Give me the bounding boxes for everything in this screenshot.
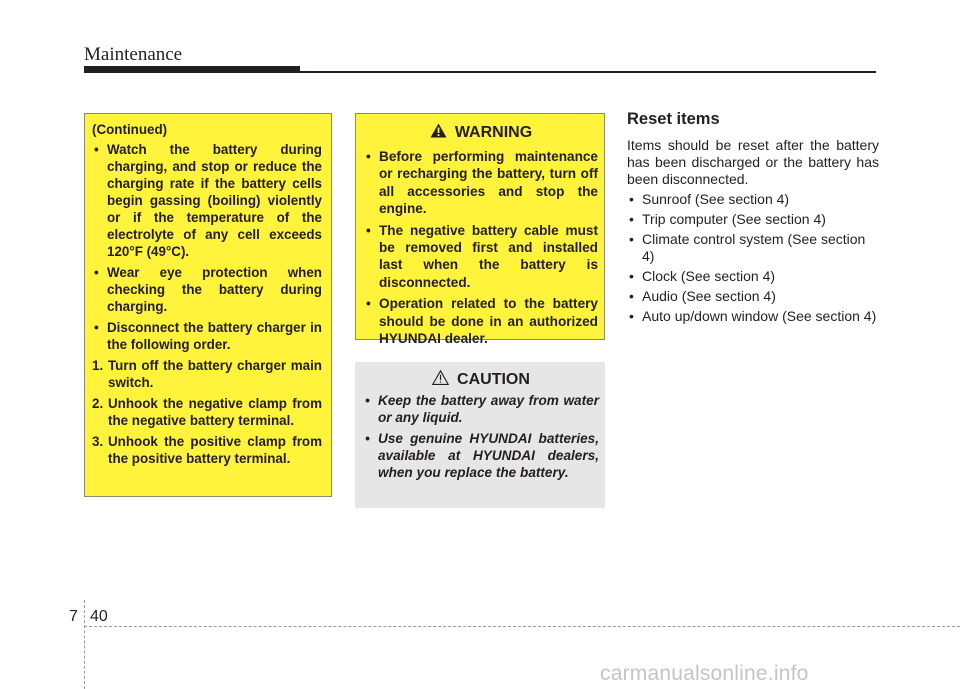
step-number: 2. (92, 396, 104, 411)
continued-label: (Continued) (92, 122, 168, 137)
disconnect-steps-list (92, 357, 322, 467)
caution-triangle-icon (432, 370, 449, 389)
warning-box (355, 113, 605, 347)
caution-heading (363, 368, 599, 390)
footer-guide-line (84, 626, 960, 627)
list-item: • Disconnect the battery charger in the following order. (92, 319, 322, 353)
reset-items-list (627, 191, 879, 325)
step-number: 3. (92, 434, 104, 449)
step-number: 1. (92, 358, 104, 373)
caution-box (355, 362, 605, 508)
list-item: • Use genuine HYUNDAI batteries, available at HYUNDAI dealers, when you replace the battery. (363, 430, 599, 481)
charging-bullet-list (92, 141, 322, 353)
list-item: • Watch the battery during charging, and stop or reduce the charging rate if the battery cells begin gassing (boiling) violently or if the temperature of the electrolyte of any cell exceeds 120°F (49°C). (92, 141, 322, 260)
watermark: carmanualsonline.info (600, 662, 809, 685)
step-text: Turn off the battery charger main switch. (108, 358, 322, 390)
reset-items-intro: Items should be reset after the battery has been discharged or the battery has been disconnected. (627, 137, 879, 187)
header-rule-thin (300, 71, 876, 73)
warning-heading (364, 122, 598, 144)
section-number: 7 (69, 608, 78, 625)
list-item: • Before performing maintenance or recharging the battery, turn off all accessories and stop the engine. (364, 148, 598, 218)
step-text: Unhook the positive clamp from the positive battery terminal. (108, 434, 322, 466)
list-item: • Audio (See section 4) (627, 288, 879, 305)
warning-triangle-icon (430, 123, 447, 142)
footer-guide-line-vertical (84, 600, 85, 689)
step-item (92, 357, 322, 391)
step-item (92, 395, 322, 429)
list-item: • Keep the battery away from water or any liquid. (363, 392, 599, 426)
step-text: Unhook the negative clamp from the negative battery terminal. (108, 396, 322, 428)
page-header-title: Maintenance (84, 44, 183, 65)
header-rule-thick (84, 66, 300, 73)
page-number: 40 (90, 608, 108, 625)
list-item: • The negative battery cable must be removed first and installed last when the battery is disconnected. (364, 222, 598, 292)
list-item: • Clock (See section 4) (627, 268, 879, 285)
list-item: • Wear eye protection when checking the battery during charging. (92, 264, 322, 315)
reset-items-heading: Reset items (627, 110, 720, 128)
charging-continued-box (84, 113, 332, 497)
step-item (92, 433, 322, 467)
list-item: • Operation related to the battery should be done in an authorized HYUNDAI dealer. (364, 295, 598, 347)
list-item: • Auto up/down window (See section 4) (627, 308, 879, 325)
list-item: • Sunroof (See section 4) (627, 191, 879, 208)
list-item: • Climate control system (See section 4) (627, 231, 879, 265)
caution-bullet-list (363, 392, 599, 481)
list-item: • Trip computer (See section 4) (627, 211, 879, 228)
caution-title: CAUTION (457, 370, 530, 388)
warning-title: WARNING (454, 124, 533, 142)
reset-items-section (627, 111, 879, 328)
warning-bullet-list (364, 148, 598, 347)
